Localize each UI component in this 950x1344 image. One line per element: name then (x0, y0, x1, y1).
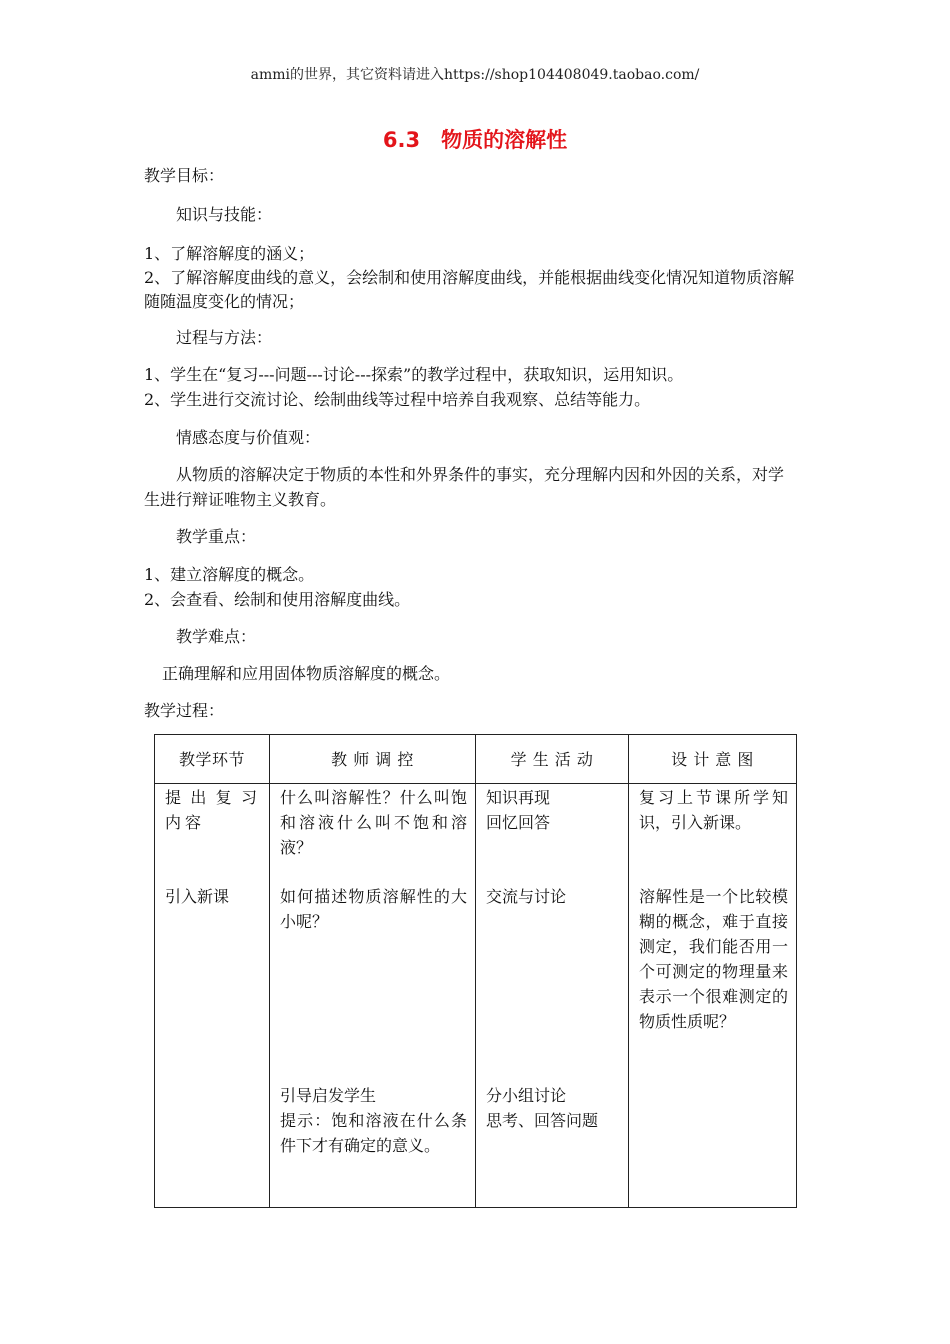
intent-introduce: 溶解性是一个比较模糊的概念，难于直接测定，我们能否用一个可测定的物理量来表示一个很难测定的物质性质呢？ (639, 887, 788, 1031)
knowledge-item-2: 2、了解溶解度曲线的意义，会绘制和使用溶解度曲线，并能根据曲线变化情况知道物质溶解 (144, 268, 795, 287)
intent-review: 复习上节课所学知识，引入新课。 (639, 788, 788, 832)
process-item-1: 1、学生在“复习---问题---讨论---探索”的教学过程中，获取知识，运用知识。 (144, 365, 684, 384)
knowledge-heading: 知识与技能： (176, 205, 273, 224)
header-cell-student: 学 生 活 动 (476, 735, 629, 784)
keypoints-heading: 教学重点： (176, 527, 257, 546)
student-recall: 知识再现 (486, 788, 551, 807)
student-answer: 回忆回答 (486, 813, 551, 832)
header-cell-stage: 教学环节 (155, 735, 270, 784)
page-header-text: ammi的世界，其它资料请进入https://shop104408049.taobao.com/ (250, 67, 700, 83)
lesson-plan-table (154, 734, 797, 1208)
table-row (155, 784, 797, 1208)
emotion-line-2: 生进行辩证唯物主义教育。 (144, 490, 337, 509)
knowledge-item-2-cont: 随随温度变化的情况； (144, 292, 305, 311)
student-discuss: 交流与讨论 (486, 887, 567, 906)
emotion-heading: 情感态度与价值观： (176, 428, 321, 447)
table-header-row (155, 735, 797, 784)
emotion-line-1: 从物质的溶解决定于物质的本性和外界条件的事实，充分理解内因和外因的关系，对学 (176, 465, 785, 484)
teacher-introduce-question: 如何描述物质溶解性的大小呢？ (280, 887, 467, 931)
process-heading: 过程与方法： (176, 328, 273, 347)
stage-review: 提出复习内容 (165, 788, 261, 832)
difficulty-text: 正确理解和应用固体物质溶解度的概念。 (162, 664, 451, 683)
goals-label: 教学目标： (144, 166, 225, 185)
page-title: 6.3 物质的溶解性 (382, 128, 568, 152)
teacher-review-question: 什么叫溶解性？什么叫饱和溶液什么叫不饱和溶液？ (280, 788, 467, 857)
teacher-hint: 提示：饱和溶液在什么条件下才有确定的意义。 (280, 1111, 467, 1155)
keypoints-item-2: 2、会查看、绘制和使用溶解度曲线。 (144, 590, 411, 609)
student-group-discuss: 分小组讨论 (486, 1086, 567, 1105)
keypoints-item-1: 1、建立溶解度的概念。 (144, 565, 315, 584)
difficulty-heading: 教学难点： (176, 627, 257, 646)
process-label: 教学过程： (144, 701, 225, 720)
header-cell-teacher: 教 师 调 控 (270, 735, 476, 784)
teacher-guide: 引导启发学生 (280, 1086, 377, 1105)
header-cell-intent: 设 计 意 图 (629, 735, 797, 784)
knowledge-item-1: 1、了解溶解度的涵义； (144, 244, 315, 263)
process-item-2: 2、学生进行交流讨论、绘制曲线等过程中培养自我观察、总结等能力。 (144, 390, 651, 409)
stage-introduce: 引入新课 (165, 887, 230, 906)
student-think-answer: 思考、回答问题 (486, 1111, 599, 1130)
